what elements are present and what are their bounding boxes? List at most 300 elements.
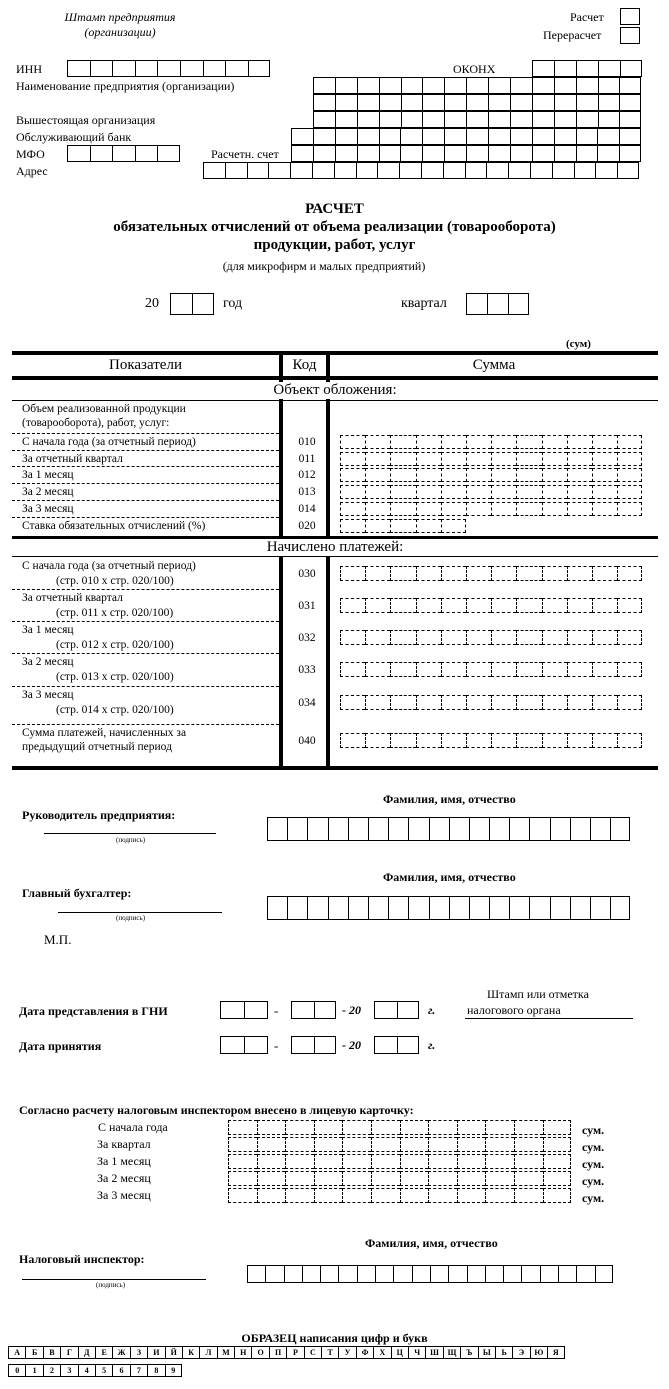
card-row-sum-cell-12[interactable] [543, 1120, 572, 1135]
card-row-sum-cell-3[interactable] [285, 1120, 314, 1135]
accrued-row-sum-cell-7[interactable] [491, 566, 516, 581]
object-row-sum-cell-11[interactable] [592, 452, 617, 466]
name-cell-8[interactable] [466, 94, 488, 111]
accrued-row-sum-cell-12[interactable] [617, 695, 642, 710]
accepted-month-cell-1[interactable] [291, 1036, 314, 1054]
object-row-sum-cell-8[interactable] [516, 452, 541, 466]
card-row-sum-cell-10[interactable] [485, 1137, 514, 1152]
object-row-sum-cell-1[interactable] [340, 519, 365, 533]
accepted-year-cell-2[interactable] [397, 1036, 420, 1054]
accrued-row-sum-cell-4[interactable] [416, 598, 441, 613]
object-row-sum-cell-8[interactable] [516, 435, 541, 449]
card-row-sum-cell-6[interactable] [371, 1137, 400, 1152]
accrued-row-sum-cell-4[interactable] [416, 695, 441, 710]
object-row-sum[interactable] [340, 485, 642, 499]
name-cell-15[interactable] [619, 94, 641, 111]
mfo-cell-4[interactable] [135, 145, 158, 162]
inspector-fio-cell-9[interactable] [393, 1265, 411, 1283]
parent-cell-9[interactable] [488, 111, 510, 128]
accrued-row-sum[interactable] [340, 566, 642, 581]
inspector-fio-cell-5[interactable] [320, 1265, 338, 1283]
card-row-sum-cell-7[interactable] [400, 1154, 429, 1169]
name-cell-7[interactable] [444, 94, 466, 111]
inspector-fio-cell-17[interactable] [540, 1265, 558, 1283]
address-cell-18[interactable] [574, 162, 596, 179]
card-row-sum-cell-2[interactable] [257, 1154, 286, 1169]
parent-cell-2[interactable] [335, 111, 357, 128]
card-row-sum-cell-11[interactable] [514, 1154, 543, 1169]
object-row-sum-cell-8[interactable] [516, 502, 541, 516]
accrued-row-sum-cell-7[interactable] [491, 733, 516, 748]
director-fio-cell-4[interactable] [328, 817, 348, 841]
card-row-sum[interactable] [228, 1171, 571, 1186]
card-row-sum-cell-12[interactable] [543, 1154, 572, 1169]
card-row-sum-cell-3[interactable] [285, 1188, 314, 1203]
inn-cell-8[interactable] [225, 60, 248, 77]
object-row-sum-cell-6[interactable] [466, 435, 491, 449]
account-cell-12[interactable] [532, 145, 554, 162]
accrued-row-sum-cell-8[interactable] [516, 733, 541, 748]
okonh-cell-4[interactable] [598, 60, 620, 77]
account-cell-5[interactable] [379, 145, 401, 162]
inspector-signature-line[interactable] [22, 1279, 206, 1280]
accountant-fio-cell-9[interactable] [429, 896, 449, 920]
object-row-sum[interactable] [340, 435, 642, 449]
object-row-sum-cell-1[interactable] [340, 468, 365, 482]
object-row-sum-cell-3[interactable] [390, 468, 415, 482]
account-cell-13[interactable] [554, 145, 576, 162]
card-row-sum-cell-4[interactable] [314, 1154, 343, 1169]
quarter-cell-2[interactable] [487, 293, 508, 315]
accountant-fio-cell-13[interactable] [509, 896, 529, 920]
bank-cell-12[interactable] [532, 128, 554, 145]
card-row-sum-cell-9[interactable] [457, 1154, 486, 1169]
submitted-day-cell-1[interactable] [220, 1001, 244, 1019]
year-cell-1[interactable] [170, 293, 192, 315]
accrued-row-sum-cell-12[interactable] [617, 662, 642, 677]
card-row-sum-cell-2[interactable] [257, 1171, 286, 1186]
accrued-row-sum-cell-12[interactable] [617, 733, 642, 748]
address-cell-19[interactable] [595, 162, 617, 179]
parent-cell-3[interactable] [357, 111, 379, 128]
name-cell-3[interactable] [357, 77, 379, 94]
object-row-sum-cell-7[interactable] [491, 468, 516, 482]
accrued-row-sum-cell-1[interactable] [340, 662, 365, 677]
accrued-row-sum-cell-10[interactable] [567, 630, 592, 645]
card-row-sum-cell-1[interactable] [228, 1154, 257, 1169]
accountant-signature-line[interactable] [58, 912, 222, 913]
inspector-fio-cell-1[interactable] [247, 1265, 265, 1283]
accrued-row-sum-cell-8[interactable] [516, 566, 541, 581]
name-cell-11[interactable] [532, 94, 554, 111]
accrued-row-sum-cell-5[interactable] [441, 733, 466, 748]
inn-cell-1[interactable] [67, 60, 90, 77]
bank-cell-13[interactable] [554, 128, 576, 145]
inn-cell-3[interactable] [112, 60, 135, 77]
inn-cell-9[interactable] [248, 60, 271, 77]
name-cell-7[interactable] [444, 77, 466, 94]
card-row-sum-cell-12[interactable] [543, 1171, 572, 1186]
parent-org-field[interactable] [313, 111, 641, 128]
accrued-row-sum[interactable] [340, 598, 642, 613]
accrued-row-sum-cell-3[interactable] [390, 566, 415, 581]
accrued-row-sum-cell-6[interactable] [466, 662, 491, 677]
inspector-fio-cell-18[interactable] [558, 1265, 576, 1283]
card-row-sum-cell-10[interactable] [485, 1120, 514, 1135]
inspector-fio-cell-19[interactable] [576, 1265, 594, 1283]
object-row-sum-cell-11[interactable] [592, 468, 617, 482]
bank-field[interactable] [291, 128, 641, 145]
name-cell-10[interactable] [510, 94, 532, 111]
name-cell-5[interactable] [401, 77, 423, 94]
accrued-row-sum[interactable] [340, 662, 642, 677]
address-cell-15[interactable] [508, 162, 530, 179]
name-field-row-2[interactable] [313, 94, 641, 111]
inspector-fio-cell-14[interactable] [485, 1265, 503, 1283]
inn-field[interactable] [67, 60, 270, 77]
director-fio-cell-17[interactable] [590, 817, 610, 841]
card-row-sum[interactable] [228, 1120, 571, 1135]
name-cell-2[interactable] [335, 94, 357, 111]
accrued-row-sum-cell-9[interactable] [542, 566, 567, 581]
account-cell-10[interactable] [488, 145, 510, 162]
address-cell-2[interactable] [225, 162, 247, 179]
accrued-row-sum-cell-1[interactable] [340, 630, 365, 645]
accountant-fio-cell-3[interactable] [307, 896, 327, 920]
address-cell-11[interactable] [421, 162, 443, 179]
account-cell-2[interactable] [313, 145, 335, 162]
object-row-sum-cell-5[interactable] [441, 519, 466, 533]
accrued-row-sum-cell-12[interactable] [617, 566, 642, 581]
account-cell-14[interactable] [576, 145, 598, 162]
quarter-field[interactable] [466, 293, 529, 315]
accountant-fio-cell-18[interactable] [610, 896, 630, 920]
object-row-sum-cell-5[interactable] [441, 502, 466, 516]
accrued-row-sum-cell-8[interactable] [516, 695, 541, 710]
accrued-row-sum-cell-8[interactable] [516, 662, 541, 677]
parent-cell-8[interactable] [466, 111, 488, 128]
quarter-cell-3[interactable] [508, 293, 529, 315]
inspector-fio-cell-2[interactable] [265, 1265, 283, 1283]
object-row-sum-cell-11[interactable] [592, 502, 617, 516]
address-cell-3[interactable] [247, 162, 269, 179]
accrued-row-sum-cell-7[interactable] [491, 662, 516, 677]
accountant-fio-cell-4[interactable] [328, 896, 348, 920]
bank-cell-5[interactable] [379, 128, 401, 145]
object-row-sum-cell-12[interactable] [617, 502, 642, 516]
accrued-row-sum-cell-3[interactable] [390, 695, 415, 710]
card-row-sum-cell-12[interactable] [543, 1137, 572, 1152]
account-field[interactable] [291, 145, 641, 162]
object-row-sum-cell-5[interactable] [441, 452, 466, 466]
object-row-sum-cell-1[interactable] [340, 485, 365, 499]
inspector-fio-cell-3[interactable] [284, 1265, 302, 1283]
bank-cell-6[interactable] [400, 128, 422, 145]
inspector-fio-field[interactable] [247, 1265, 613, 1283]
card-row-sum-cell-8[interactable] [428, 1137, 457, 1152]
name-cell-11[interactable] [532, 77, 554, 94]
accepted-year[interactable] [374, 1036, 419, 1054]
parent-cell-5[interactable] [401, 111, 423, 128]
address-cell-4[interactable] [268, 162, 290, 179]
object-row-sum-cell-9[interactable] [542, 502, 567, 516]
accrued-row-sum-cell-5[interactable] [441, 695, 466, 710]
parent-cell-14[interactable] [598, 111, 620, 128]
object-row-sum-cell-6[interactable] [466, 452, 491, 466]
object-row-sum-cell-1[interactable] [340, 502, 365, 516]
card-row-sum-cell-12[interactable] [543, 1188, 572, 1203]
card-row-sum-cell-8[interactable] [428, 1154, 457, 1169]
card-row-sum-cell-7[interactable] [400, 1171, 429, 1186]
okonh-cell-5[interactable] [620, 60, 642, 77]
object-row-sum-cell-9[interactable] [542, 452, 567, 466]
inn-cell-4[interactable] [135, 60, 158, 77]
accountant-fio-cell-10[interactable] [449, 896, 469, 920]
accrued-row-sum-cell-9[interactable] [542, 662, 567, 677]
object-row-sum-cell-5[interactable] [441, 468, 466, 482]
submitted-day-cell-2[interactable] [244, 1001, 268, 1019]
object-row-sum-cell-3[interactable] [390, 452, 415, 466]
address-cell-13[interactable] [465, 162, 487, 179]
accrued-row-sum-cell-2[interactable] [365, 695, 390, 710]
object-row-sum-cell-10[interactable] [567, 452, 592, 466]
accrued-row-sum-cell-4[interactable] [416, 733, 441, 748]
object-row-sum-cell-10[interactable] [567, 468, 592, 482]
accepted-day[interactable] [220, 1036, 268, 1054]
accountant-fio-cell-14[interactable] [529, 896, 549, 920]
object-row-sum-cell-4[interactable] [416, 435, 441, 449]
accountant-fio-cell-2[interactable] [287, 896, 307, 920]
address-field[interactable] [203, 162, 639, 179]
name-cell-14[interactable] [598, 94, 620, 111]
address-cell-6[interactable] [312, 162, 334, 179]
inn-cell-5[interactable] [157, 60, 180, 77]
accrued-row-sum-cell-3[interactable] [390, 598, 415, 613]
object-row-sum-cell-12[interactable] [617, 435, 642, 449]
accrued-row-sum-cell-4[interactable] [416, 566, 441, 581]
inspector-fio-cell-13[interactable] [467, 1265, 485, 1283]
accrued-row-sum-cell-4[interactable] [416, 630, 441, 645]
year-cell-2[interactable] [192, 293, 214, 315]
director-fio-cell-1[interactable] [267, 817, 287, 841]
mfo-cell-2[interactable] [90, 145, 113, 162]
accrued-row-sum[interactable] [340, 695, 642, 710]
accrued-row-sum-cell-9[interactable] [542, 733, 567, 748]
accrued-row-sum-cell-7[interactable] [491, 695, 516, 710]
inspector-fio-cell-6[interactable] [338, 1265, 356, 1283]
address-cell-12[interactable] [443, 162, 465, 179]
accrued-row-sum-cell-1[interactable] [340, 566, 365, 581]
bank-cell-2[interactable] [313, 128, 335, 145]
accrued-row-sum-cell-2[interactable] [365, 566, 390, 581]
object-row-sum-cell-12[interactable] [617, 452, 642, 466]
object-row-sum-cell-2[interactable] [365, 519, 390, 533]
bank-cell-3[interactable] [335, 128, 357, 145]
accrued-row-sum-cell-4[interactable] [416, 662, 441, 677]
object-row-sum-cell-5[interactable] [441, 435, 466, 449]
director-fio-field[interactable] [267, 817, 630, 841]
name-cell-1[interactable] [313, 77, 335, 94]
accrued-row-sum-cell-6[interactable] [466, 598, 491, 613]
address-cell-1[interactable] [203, 162, 225, 179]
accepted-day-cell-2[interactable] [244, 1036, 268, 1054]
card-row-sum[interactable] [228, 1137, 571, 1152]
card-row-sum-cell-7[interactable] [400, 1137, 429, 1152]
card-row-sum-cell-5[interactable] [342, 1171, 371, 1186]
name-cell-3[interactable] [357, 94, 379, 111]
parent-cell-7[interactable] [444, 111, 466, 128]
submitted-month-cell-1[interactable] [291, 1001, 314, 1019]
card-row-sum-cell-10[interactable] [485, 1171, 514, 1186]
accrued-row-sum-cell-10[interactable] [567, 566, 592, 581]
director-fio-cell-12[interactable] [489, 817, 509, 841]
object-row-sum-cell-7[interactable] [491, 502, 516, 516]
accrued-row-sum-cell-3[interactable] [390, 662, 415, 677]
pereraschet-checkbox[interactable] [620, 27, 640, 44]
accrued-row-sum-cell-2[interactable] [365, 598, 390, 613]
director-fio-cell-10[interactable] [449, 817, 469, 841]
accountant-fio-cell-11[interactable] [469, 896, 489, 920]
account-cell-8[interactable] [444, 145, 466, 162]
card-row-sum-cell-7[interactable] [400, 1188, 429, 1203]
object-row-sum-cell-12[interactable] [617, 468, 642, 482]
card-row-sum-cell-9[interactable] [457, 1120, 486, 1135]
director-fio-cell-11[interactable] [469, 817, 489, 841]
accepted-year-cell-1[interactable] [374, 1036, 397, 1054]
name-cell-6[interactable] [422, 77, 444, 94]
object-row-sum-cell-8[interactable] [516, 468, 541, 482]
card-row-sum[interactable] [228, 1154, 571, 1169]
inspector-fio-cell-8[interactable] [375, 1265, 393, 1283]
accrued-row-sum-cell-5[interactable] [441, 662, 466, 677]
object-row-sum[interactable] [340, 502, 642, 516]
address-cell-10[interactable] [399, 162, 421, 179]
card-row-sum-cell-6[interactable] [371, 1120, 400, 1135]
object-row-sum-cell-3[interactable] [390, 435, 415, 449]
inspector-fio-cell-15[interactable] [503, 1265, 521, 1283]
account-cell-3[interactable] [335, 145, 357, 162]
submitted-month[interactable] [291, 1001, 336, 1019]
card-row-sum-cell-8[interactable] [428, 1188, 457, 1203]
inn-cell-2[interactable] [90, 60, 113, 77]
submitted-year-cell-2[interactable] [397, 1001, 420, 1019]
accountant-fio-cell-8[interactable] [408, 896, 428, 920]
object-row-sum-cell-5[interactable] [441, 485, 466, 499]
director-fio-cell-16[interactable] [570, 817, 590, 841]
submitted-month-cell-2[interactable] [314, 1001, 337, 1019]
card-row-sum-cell-1[interactable] [228, 1137, 257, 1152]
parent-cell-11[interactable] [532, 111, 554, 128]
accrued-row-sum-cell-6[interactable] [466, 630, 491, 645]
accountant-fio-cell-1[interactable] [267, 896, 287, 920]
name-cell-14[interactable] [598, 77, 620, 94]
director-fio-cell-3[interactable] [307, 817, 327, 841]
accrued-row-sum-cell-11[interactable] [592, 695, 617, 710]
object-row-sum[interactable] [340, 519, 466, 533]
address-cell-16[interactable] [530, 162, 552, 179]
object-row-sum-cell-12[interactable] [617, 485, 642, 499]
object-row-sum-cell-10[interactable] [567, 435, 592, 449]
accrued-row-sum-cell-2[interactable] [365, 630, 390, 645]
mfo-field[interactable] [67, 145, 180, 162]
name-cell-12[interactable] [554, 77, 576, 94]
card-row-sum-cell-9[interactable] [457, 1171, 486, 1186]
inspector-fio-cell-10[interactable] [412, 1265, 430, 1283]
accrued-row-sum-cell-10[interactable] [567, 695, 592, 710]
account-cell-1[interactable] [291, 145, 313, 162]
account-cell-11[interactable] [510, 145, 532, 162]
quarter-cell-1[interactable] [466, 293, 487, 315]
address-cell-14[interactable] [486, 162, 508, 179]
accepted-month[interactable] [291, 1036, 336, 1054]
accrued-row-sum-cell-10[interactable] [567, 733, 592, 748]
name-cell-1[interactable] [313, 94, 335, 111]
name-cell-10[interactable] [510, 77, 532, 94]
card-row-sum-cell-2[interactable] [257, 1137, 286, 1152]
object-row-sum-cell-1[interactable] [340, 452, 365, 466]
card-row-sum-cell-7[interactable] [400, 1120, 429, 1135]
name-cell-6[interactable] [422, 94, 444, 111]
account-cell-9[interactable] [466, 145, 488, 162]
card-row-sum-cell-4[interactable] [314, 1120, 343, 1135]
bank-cell-16[interactable] [619, 128, 641, 145]
object-row-sum-cell-7[interactable] [491, 485, 516, 499]
card-row-sum-cell-3[interactable] [285, 1171, 314, 1186]
accepted-month-cell-2[interactable] [314, 1036, 337, 1054]
bank-cell-15[interactable] [597, 128, 619, 145]
director-fio-cell-8[interactable] [408, 817, 428, 841]
bank-cell-10[interactable] [488, 128, 510, 145]
object-row-sum-cell-2[interactable] [365, 502, 390, 516]
card-row-sum[interactable] [228, 1188, 571, 1203]
card-row-sum-cell-2[interactable] [257, 1120, 286, 1135]
account-cell-4[interactable] [357, 145, 379, 162]
accrued-row-sum[interactable] [340, 630, 642, 645]
card-row-sum-cell-6[interactable] [371, 1154, 400, 1169]
card-row-sum-cell-11[interactable] [514, 1120, 543, 1135]
accountant-fio-cell-7[interactable] [388, 896, 408, 920]
object-row-sum-cell-3[interactable] [390, 502, 415, 516]
submitted-day[interactable] [220, 1001, 268, 1019]
accepted-day-cell-1[interactable] [220, 1036, 244, 1054]
card-row-sum-cell-8[interactable] [428, 1120, 457, 1135]
card-row-sum-cell-1[interactable] [228, 1171, 257, 1186]
accrued-row-sum-cell-1[interactable] [340, 695, 365, 710]
accrued-row-sum-cell-10[interactable] [567, 662, 592, 677]
name-cell-12[interactable] [554, 94, 576, 111]
object-row-sum-cell-9[interactable] [542, 468, 567, 482]
object-row-sum[interactable] [340, 452, 642, 466]
card-row-sum-cell-3[interactable] [285, 1154, 314, 1169]
address-cell-20[interactable] [617, 162, 639, 179]
card-row-sum-cell-5[interactable] [342, 1188, 371, 1203]
object-row-sum-cell-2[interactable] [365, 435, 390, 449]
raschet-checkbox[interactable] [620, 8, 640, 25]
bank-cell-11[interactable] [510, 128, 532, 145]
object-row-sum-cell-11[interactable] [592, 485, 617, 499]
name-cell-4[interactable] [379, 94, 401, 111]
card-row-sum-cell-4[interactable] [314, 1171, 343, 1186]
director-fio-cell-7[interactable] [388, 817, 408, 841]
accrued-row-sum-cell-11[interactable] [592, 733, 617, 748]
name-cell-13[interactable] [576, 94, 598, 111]
accrued-row-sum-cell-5[interactable] [441, 630, 466, 645]
account-cell-16[interactable] [619, 145, 641, 162]
parent-cell-4[interactable] [379, 111, 401, 128]
card-row-sum-cell-10[interactable] [485, 1188, 514, 1203]
accrued-row-sum-cell-10[interactable] [567, 598, 592, 613]
name-cell-15[interactable] [619, 77, 641, 94]
